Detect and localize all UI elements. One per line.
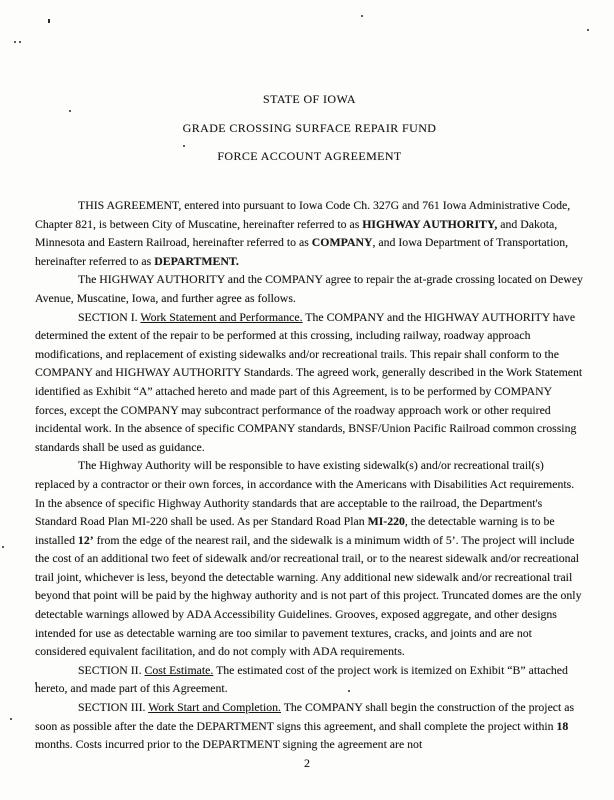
agreement-scope-paragraph <box>35 270 584 307</box>
text-segment: DEPARTMENT. <box>154 253 239 268</box>
text-segment: HIGHWAY AUTHORITY, <box>362 216 498 231</box>
page-number: 2 <box>304 756 310 770</box>
text-segment: SECTION III. <box>78 700 149 715</box>
section-3-paragraph <box>35 698 584 754</box>
intro-paragraph <box>35 196 584 270</box>
text-segment: months. Costs incurred prior to the DEPARTMENT signing the agreement are not <box>35 737 423 752</box>
text-segment: The estimated cost of the project work is itemized on Exhibit “B” attached hereto, and made part of this Agreement. <box>35 662 568 696</box>
text-segment: The HIGHWAY AUTHORITY and the COMPANY agree to repair the at-grade crossing located on Dewey Avenue, Muscatine, Iowa, and further agree as follows. <box>35 272 583 305</box>
scan-artifact-dot <box>10 718 12 720</box>
text-segment: 18 <box>556 718 569 733</box>
text-segment: The COMPANY and the HIGHWAY AUTHORITY have determined the extent of the repair to be performed at this crossing, including railway, roadway approach modifications, and replacement of existing sidewalks and/or recreational trails. This repair shall conform to the COMPANY and HIGHWAY AUTHORITY Standards. The agreed work, generally described in the Work Statement identified as Exhibit “A” attached hereto and made part of this Agreement, is to be performed by COMPANY forces, except the COMPANY may subcontract performance of the roadway approach work or other required incidental work. In the absence of specific COMPANY standards, BNSF/Union Pacific Railroad common crossing standards shall be used as guidance. <box>35 309 583 454</box>
title-line-state: STATE OF IOWA <box>263 92 356 106</box>
document-title-block <box>35 85 584 171</box>
text-segment: 12’ <box>77 532 94 547</box>
text-segment: , the detectable warning is to be installed <box>35 514 555 547</box>
scan-artifact-dot <box>587 29 589 31</box>
scan-artifact-dot <box>48 19 50 23</box>
text-segment: , and Iowa Department of Transportation, hereinafter referred to as <box>35 235 569 268</box>
title-line-fund: GRADE CROSSING SURFACE REPAIR FUND <box>182 120 437 135</box>
text-segment: SECTION I. <box>78 309 141 324</box>
text-segment: Work Statement and Performance. <box>140 309 303 324</box>
title-line-agreement: FORCE ACCOUNT AGREEMENT <box>217 149 402 163</box>
scan-artifact-dot <box>14 41 16 43</box>
text-segment: SECTION II. <box>78 662 145 677</box>
section-2-paragraph <box>35 661 584 698</box>
text-segment: from the edge of the nearest rail, and the sidewalk is a minimum width of 5’. The project will include the cost of an additional two feet of sidewalk and/or recreational trail, or to the nearest sidewalk and/or recreational trail joint, whichever is less, beyond the detectable warning. Any additional new sidewalk and/or recreational trail beyond that point will be paid by the highway authority and is not part of this project. Truncated domes are the only detectable warnings allowed by ADA Accessibility Guidelines. Grooves, exposed aggregate, and other designs intended for use as detectable warning are too similar to pavement textures, cracks, and joints and are not considered equivalent facilitation, and do not comply with ADA requirements. <box>35 532 582 659</box>
text-segment: THIS AGREEMENT, entered into pursuant to Iowa Code Ch. 327G and 761 Iowa Administrative Code, Chapter 821, is between City of Muscatine, hereinafter referred to as <box>35 198 571 231</box>
sidewalk-ada-paragraph <box>35 456 584 661</box>
text-segment: Work Start and Completion. <box>148 700 281 715</box>
text-segment: The COMPANY shall begin the construction of the project as soon as possible after the date the DEPARTMENT signs this agreement, and shall complete the project within <box>35 700 575 733</box>
text-segment: The Highway Authority will be responsible to have existing sidewalk(s) and/or recreational trail(s) replaced by a contractor or their own forces, in accordance with the Americans with Disabilities Act requirements. In the absence of specific Highway Authority standards that are acceptable to the railroad, the Department's Standard Road Plan MI-220 shall be used. As per Standard Road Plan <box>35 458 575 529</box>
section-1-paragraph <box>35 308 584 457</box>
text-segment: and Dakota, Minnesota and Eastern Railroad, hereinafter referred to as <box>35 216 558 250</box>
scan-artifact-dot <box>361 15 363 17</box>
text-segment: MI-220 <box>367 514 405 529</box>
text-segment: COMPANY <box>311 235 373 250</box>
document-body <box>35 196 584 754</box>
scan-artifact-dot <box>19 41 21 43</box>
text-segment: Cost Estimate. <box>144 662 214 677</box>
scan-artifact-dot <box>2 546 4 548</box>
